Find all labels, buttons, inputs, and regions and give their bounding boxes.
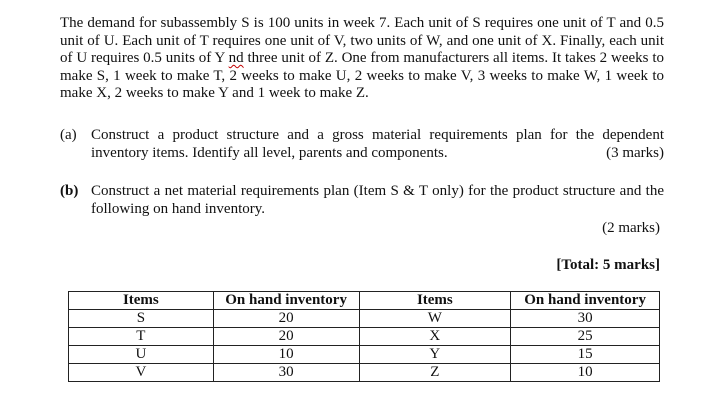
inventory-cell: 10 (213, 346, 359, 364)
table-row (69, 346, 660, 364)
part-a-marks: (3 marks) (606, 144, 664, 161)
inventory-cell: 20 (213, 328, 359, 346)
inventory-table (68, 291, 660, 382)
item-cell: Y (359, 346, 511, 364)
item-cell: V (69, 364, 214, 382)
inventory-cell: 30 (213, 364, 359, 382)
part-b-text: Construct a net material requirements plan (Item S & T only) for the product structure and the following on hand inventory. (91, 183, 664, 217)
table-header-row (69, 292, 660, 310)
total-marks: [Total: 5 marks] (556, 257, 660, 273)
item-cell: U (69, 346, 214, 364)
header-items-2: Items (359, 292, 511, 310)
inventory-cell: 25 (511, 328, 660, 346)
item-cell: Z (359, 364, 511, 382)
part-a (60, 127, 664, 162)
table-row (69, 310, 660, 328)
part-b-body (91, 183, 664, 218)
table-row (69, 328, 660, 346)
item-cell: T (69, 328, 214, 346)
item-cell: S (69, 310, 214, 328)
header-on-hand-2: On hand inventory (511, 292, 660, 310)
inventory-cell: 10 (511, 364, 660, 382)
part-a-body (91, 127, 664, 162)
header-items-1: Items (69, 292, 214, 310)
table-row (69, 364, 660, 382)
item-cell: W (359, 310, 511, 328)
intro-text-part-2: three unit of Z. One from manufacturers all items. It takes 2 weeks to make S, 1 week to make T, 2 weeks to make U, 2 weeks to make V, 3 weeks to make W, 1 week to make X, 2 weeks to make Y and 1 week to make Z. (60, 50, 664, 101)
inventory-cell: 30 (511, 310, 660, 328)
item-cell: X (359, 328, 511, 346)
inventory-cell: 15 (511, 346, 660, 364)
part-a-label: (a) (60, 127, 77, 143)
part-b-marks: (2 marks) (602, 220, 660, 236)
part-b (60, 183, 664, 218)
inventory-cell: 20 (213, 310, 359, 328)
intro-text-part-1: The demand for subassembly S is 100 units in week 7. Each unit of S requires one unit of T and 0.5 unit of U. Each unit of T requires one unit of V, two units of W, and one unit of X. Finally, each unit of U requires 0.5 units of Y (60, 15, 664, 66)
part-b-label: (b) (60, 183, 79, 199)
header-on-hand-1: On hand inventory (213, 292, 359, 310)
spellcheck-flagged-word[interactable]: nd (228, 50, 244, 66)
question-intro-paragraph (60, 15, 664, 103)
part-a-text: Construct a product structure and a gross material requirements plan for the dependent inventory items. Identify all level, parents and components. (91, 127, 664, 161)
